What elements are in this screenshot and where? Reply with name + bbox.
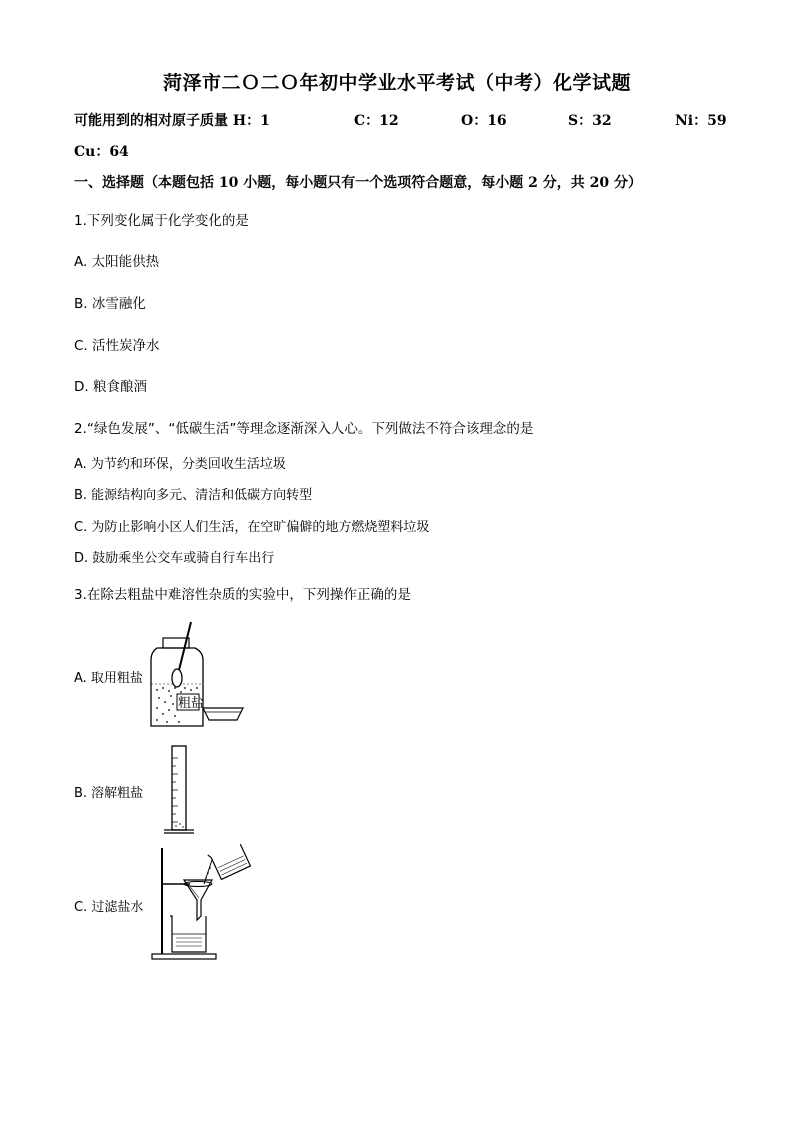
q2-option-c[interactable]: C. 为防止影响小区人们生活，在空旷偏僻的地方燃烧塑料垃圾: [74, 520, 430, 535]
atomic-mass-cu: Cu：64: [74, 144, 129, 160]
q1-option-d[interactable]: D. 粮食酿酒: [74, 379, 147, 395]
q1-option-a[interactable]: A. 太阳能供热: [74, 254, 160, 270]
reagent-bottle-figure: [145, 618, 245, 730]
q2-option-b[interactable]: B. 能源结构向多元、清洁和低碳方向转型: [74, 488, 313, 503]
atomic-mass-label: 可能用到的相对原子质量 H：1: [74, 113, 270, 129]
q2-stem: 2.“绿色发展”、“低碳生活”等理念逐渐深入人心。下列做法不符合该理念的是: [74, 421, 534, 437]
atomic-mass-s: S：32: [568, 113, 612, 129]
section-heading: 一、选择题（本题包括 10 小题，每小题只有一个选项符合题意，每小题 2 分，共 20 分）: [74, 175, 642, 191]
q3-option-c[interactable]: C. 过滤盐水: [74, 900, 144, 915]
jar-label: 粗盐: [178, 696, 205, 711]
q3-stem: 3.在除去粗盐中难溶性杂质的实验中，下列操作正确的是: [74, 587, 411, 603]
q3-option-a[interactable]: A. 取用粗盐: [74, 671, 143, 686]
q1-option-c[interactable]: C. 活性炭净水: [74, 338, 160, 354]
atomic-mass-o: O：16: [461, 113, 507, 129]
atomic-mass-ni: Ni：59: [675, 113, 727, 129]
q3-option-b[interactable]: B. 溶解粗盐: [74, 786, 144, 801]
q2-option-d[interactable]: D. 鼓励乘坐公交车或骑自行车出行: [74, 551, 275, 566]
graduated-cylinder-figure: [160, 744, 200, 836]
q1-option-b[interactable]: B. 冰雪融化: [74, 296, 146, 312]
q1-stem: 1.下列变化属于化学变化的是: [74, 213, 249, 229]
atomic-mass-c: C：12: [354, 113, 399, 129]
page-title: 菏泽市二Ｏ二Ｏ年初中学业水平考试（中考）化学试题: [162, 72, 631, 94]
q2-option-a[interactable]: A. 为节约和环保，分类回收生活垃圾: [74, 457, 286, 472]
filtration-figure: [150, 840, 255, 962]
